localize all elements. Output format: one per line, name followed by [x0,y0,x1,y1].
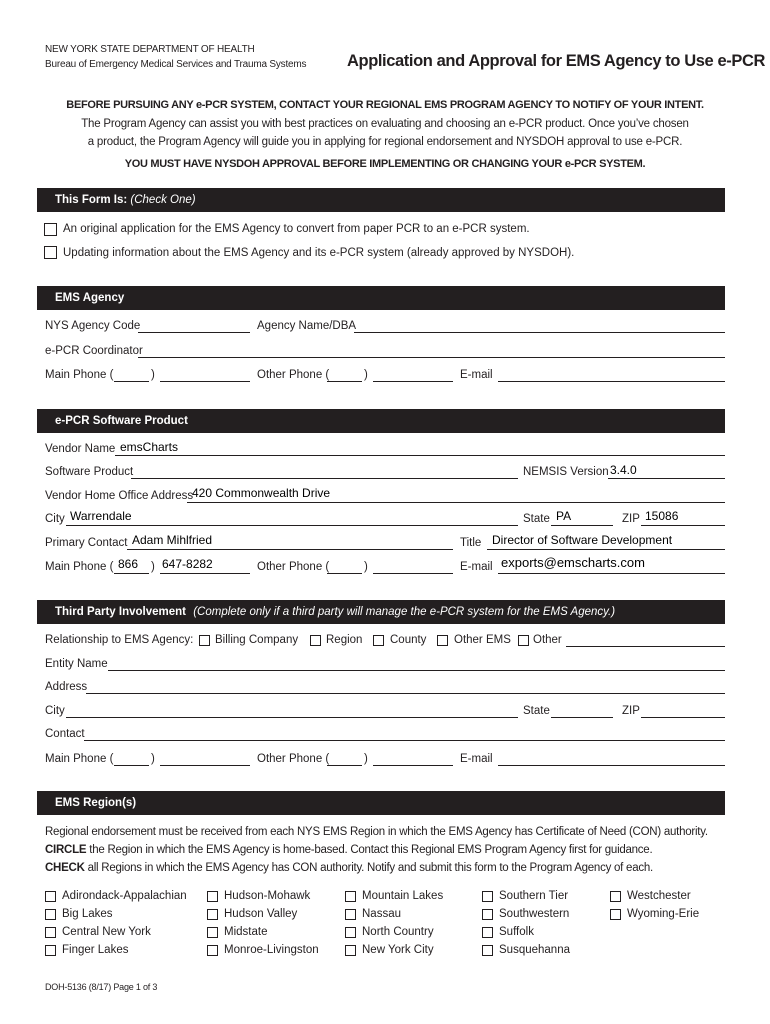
primary-contact-value: Adam Mihlfried [132,533,213,547]
contact-title-label: Title [460,537,482,549]
agency-code-field[interactable] [138,332,250,333]
agency-name-field[interactable] [354,332,725,333]
vendor-city-label: City [45,513,65,525]
region-southern-tier-checkbox[interactable] [482,891,493,902]
region-monroe-livingston-checkbox[interactable] [207,945,218,956]
third-party-contact-label: Contact [45,728,85,740]
form-type-heading: This Form Is: [55,194,128,206]
original-application-label: An original application for the EMS Agency to convert from paper PCR to an e-PCR system. [63,223,530,235]
vendor-zip-value: 15086 [645,509,679,523]
region-monroe-livingston-label: Monroe-Livingston [224,944,319,956]
other-ems-label: Other EMS [454,634,511,646]
third-party-other-phone-field[interactable] [373,765,453,766]
circle-instruction: the Region in which the EMS Agency is home-based. Contact this Regional EMS Program Agency first for guidance. [86,844,653,856]
paren-close: ) [151,753,155,765]
region-mountain-lakes-label: Mountain Lakes [362,890,444,902]
region-big-lakes-checkbox[interactable] [45,909,56,920]
regions-instructions-1: Regional endorsement must be received from each NYS EMS Region in which the EMS Agency has Certificate of Need (CON) authority. [45,826,708,838]
vendor-main-phone-label: Main Phone ( [45,561,114,573]
region-label: Region [326,634,363,646]
county-checkbox[interactable] [373,635,384,646]
agency-other-phone-label: Other Phone ( [257,369,330,381]
third-party-city-field[interactable] [66,717,518,718]
ems-agency-heading: EMS Agency [55,292,125,304]
region-westchester-label: Westchester [627,890,691,902]
region-southwestern-label: Southwestern [499,908,570,920]
regions-instructions-3 [45,862,653,874]
vendor-zip-label: ZIP [622,513,640,525]
third-party-heading: Third Party Involvement [55,606,187,618]
region-suffolk-label: Suffolk [499,926,534,938]
relationship-label: Relationship to EMS Agency: [45,634,194,646]
vendor-city-field[interactable] [66,525,518,526]
region-checkbox[interactable] [310,635,321,646]
agency-main-area-code-field[interactable] [114,381,149,382]
vendor-area-code-field[interactable] [114,573,149,574]
region-nassau-checkbox[interactable] [345,909,356,920]
region-hudson-valley-checkbox[interactable] [207,909,218,920]
update-information-label: Updating information about the EMS Agency and its e-PCR system (already approved by NYSDOH). [63,247,575,259]
intro-text-2: a product, the Program Agency will guide you in applying for regional endorsement and NYSDOH approval to use e-PCR. [87,136,683,148]
third-party-other-area-code-field[interactable] [327,765,362,766]
update-information-checkbox[interactable] [44,246,57,259]
region-finger-lakes-label: Finger Lakes [62,944,129,956]
regions-heading: EMS Region(s) [55,797,137,809]
third-party-address-label: Address [45,681,88,693]
vendor-email-label: E-mail [460,561,493,573]
region-new-york-city-checkbox[interactable] [345,945,356,956]
intro-requirement: YOU MUST HAVE NYSDOH APPROVAL BEFORE IMPLEMENTING OR CHANGING YOUR e-PCR SYSTEM. [124,158,646,170]
vendor-name-field[interactable] [115,455,725,456]
vendor-other-area-code-field[interactable] [327,573,362,574]
region-southwestern-checkbox[interactable] [482,909,493,920]
region-suffolk-checkbox[interactable] [482,927,493,938]
third-party-city-label: City [45,705,65,717]
agency-code-label: NYS Agency Code [45,320,141,332]
paren-close: ) [364,753,368,765]
form-type-header [37,188,725,212]
region-hudson-mohawk-checkbox[interactable] [207,891,218,902]
county-label: County [390,634,427,646]
other-ems-checkbox[interactable] [437,635,448,646]
vendor-area-code-value: 866 [118,557,139,571]
agency-main-phone-field[interactable] [160,381,250,382]
agency-other-phone-field[interactable] [373,381,453,382]
third-party-main-phone-field[interactable] [160,765,250,766]
other-checkbox[interactable] [518,635,529,646]
vendor-email-field[interactable] [498,573,725,574]
original-application-checkbox[interactable] [44,223,57,236]
third-party-contact-field[interactable] [84,740,725,741]
form-type-note: (Check One) [130,194,196,206]
billing-company-checkbox[interactable] [199,635,210,646]
check-keyword: CHECK [45,862,85,874]
vendor-address-field[interactable] [187,502,725,503]
region-hudson-mohawk-label: Hudson-Mohawk [224,890,311,902]
agency-main-phone-label: Main Phone ( [45,369,114,381]
vendor-name-value: emsCharts [120,440,179,454]
region-hudson-valley-label: Hudson Valley [224,908,298,920]
intro-warning: BEFORE PURSUING ANY e-PCR SYSTEM, CONTACT YOUR REGIONAL EMS PROGRAM AGENCY TO NOTIFY OF YOUR INTENT. [66,99,704,111]
primary-contact-label: Primary Contact [45,537,128,549]
vendor-address-label: Vendor Home Office Address [45,490,194,502]
intro-text-1: The Program Agency can assist you with best practices on evaluating and choosing an e-PCR product. Once you’ve chosen [81,118,689,130]
nemsis-version-value: 3.4.0 [610,463,637,477]
regions-header [37,791,725,815]
regions-instructions-2 [45,844,652,856]
nemsis-version-field[interactable] [608,478,725,479]
vendor-email-value: exports@emscharts.com [501,555,645,570]
region-mountain-lakes-checkbox[interactable] [345,891,356,902]
third-party-other-phone-label: Other Phone ( [257,753,330,765]
third-party-state-label: State [523,705,550,717]
region-midstate-checkbox[interactable] [207,927,218,938]
form-title: Application and Approval for EMS Agency to Use e-PCR [347,52,766,70]
region-north-country-label: North Country [362,926,434,938]
vendor-address-value: 420 Commonwealth Drive [192,486,331,500]
entity-name-field[interactable] [108,670,725,671]
software-product-field[interactable] [131,478,518,479]
agency-email-field[interactable] [498,381,725,382]
nemsis-version-label: NEMSIS Version [523,466,609,478]
region-susquehanna-label: Susquehanna [499,944,570,956]
third-party-header [37,600,725,624]
software-heading: e-PCR Software Product [55,415,188,427]
circle-keyword: CIRCLE [45,844,87,856]
region-westchester-checkbox[interactable] [610,891,621,902]
third-party-email-field[interactable] [498,765,725,766]
region-adirondack-appalachian-checkbox[interactable] [45,891,56,902]
vendor-main-phone-field[interactable] [160,573,250,574]
paren-close: ) [151,561,155,573]
entity-name-label: Entity Name [45,658,108,670]
agency-name-label: Agency Name/DBA [257,320,357,332]
region-susquehanna-checkbox[interactable] [482,945,493,956]
check-instruction: all Regions in which the EMS Agency has CON authority. Notify and submit this form to the Program Agency of each. [84,862,653,874]
agency-other-area-code-field[interactable] [327,381,362,382]
coordinator-field[interactable] [138,357,725,358]
region-nassau-label: Nassau [362,908,401,920]
third-party-address-field[interactable] [86,693,725,694]
vendor-zip-field[interactable] [641,525,725,526]
vendor-name-label: Vendor Name [45,443,116,455]
vendor-city-value: Warrendale [70,509,132,523]
third-party-note: (Complete only if a third party will manage the e-PCR system for the EMS Agency.) [193,606,616,618]
vendor-state-value: PA [556,509,572,523]
vendor-state-label: State [523,513,550,525]
region-southern-tier-label: Southern Tier [499,890,569,902]
third-party-state-field[interactable] [551,717,613,718]
third-party-email-label: E-mail [460,753,493,765]
third-party-zip-field[interactable] [641,717,725,718]
region-wyoming-erie-label: Wyoming-Erie [627,908,700,920]
agency-email-label: E-mail [460,369,493,381]
software-product-label: Software Product [45,466,134,478]
region-new-york-city-label: New York City [362,944,434,956]
paren-close: ) [364,561,368,573]
bureau-name: Bureau of Emergency Medical Services and Trauma Systems [45,59,307,70]
third-party-main-phone-label: Main Phone ( [45,753,114,765]
ems-agency-header [37,286,725,310]
contact-title-value: Director of Software Development [492,533,673,547]
paren-close: ) [151,369,155,381]
vendor-main-phone-value: 647-8282 [162,557,213,571]
contact-title-field[interactable] [487,549,725,550]
form-code: DOH-5136 (8/17) Page 1 of 3 [45,982,158,992]
region-adirondack-appalachian-label: Adirondack-Appalachian [62,890,187,902]
third-party-area-code-field[interactable] [114,765,149,766]
region-wyoming-erie-checkbox[interactable] [610,909,621,920]
vendor-state-field[interactable] [551,525,613,526]
other-label: Other [533,634,562,646]
third-party-zip-label: ZIP [622,705,640,717]
region-finger-lakes-checkbox[interactable] [45,945,56,956]
other-specify-field[interactable] [566,646,725,647]
billing-company-label: Billing Company [215,634,299,646]
primary-contact-field[interactable] [127,549,453,550]
paren-close: ) [364,369,368,381]
region-central-new-york-label: Central New York [62,926,151,938]
region-big-lakes-label: Big Lakes [62,908,113,920]
vendor-other-phone-label: Other Phone ( [257,561,330,573]
coordinator-label: e-PCR Coordinator [45,345,143,357]
software-header [37,409,725,433]
region-midstate-label: Midstate [224,926,268,938]
department-name: NEW YORK STATE DEPARTMENT OF HEALTH [45,44,255,55]
region-north-country-checkbox[interactable] [345,927,356,938]
region-central-new-york-checkbox[interactable] [45,927,56,938]
vendor-other-phone-field[interactable] [373,573,453,574]
